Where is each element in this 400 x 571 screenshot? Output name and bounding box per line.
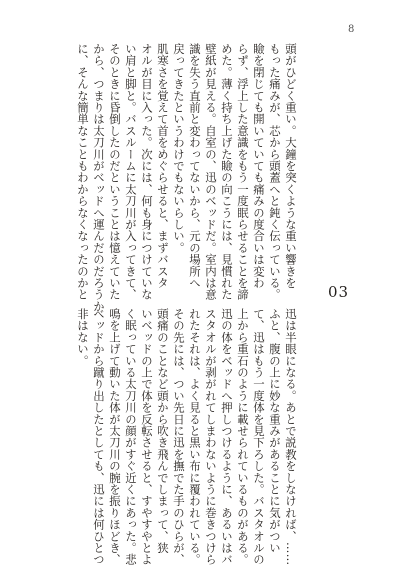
section-mark: 03 (328, 283, 350, 301)
text-line: オルが目に入った。次には、何も身につけていな (140, 43, 154, 301)
page-number: 8 (348, 24, 355, 35)
text-line: て、迅はもう一度体を見下ろした。バスタオルの (252, 308, 266, 566)
text-line: 頭がひどく重い。大鐘を突くような重い響きを (284, 43, 298, 289)
lower-text-block (75, 308, 299, 566)
text-line: 戻ってきたというわけでもないらしい。 (172, 43, 186, 254)
text-line: その先には、つい先日に迅を撫でた手のひらが、 (172, 308, 186, 566)
text-line: 迅の体をベッドへ押しつけるように、あるいはバ (220, 308, 234, 566)
text-line: 上から重石のように載せられているものがある。 (236, 308, 250, 566)
text-line: 非はない。 (76, 308, 90, 367)
text-line: めた。薄く持ち上げた瞼の向こうには、見慣れた (220, 43, 234, 301)
text-line: 識を失う直前と変わってないから、元の場所へ (188, 43, 202, 289)
text-line: 頭痛のことなど頭から吹き飛んでしまって、狭 (156, 308, 170, 554)
text-line: 瞼を閉じても開いていても痛みの度合いは変わ (252, 43, 266, 289)
text-line: ベッドから蹴り出したとしても、迅には何ひとつ (92, 308, 106, 566)
text-line: 迅は半眼になる。あとで説教をしなければ、…… (284, 308, 298, 566)
text-line: らず、浮上した意識をもう一度眠らせることを諦 (236, 43, 250, 301)
upper-text-block (75, 43, 299, 313)
text-line: に、そんな簡単なこともわからなくなったのかと (76, 43, 90, 301)
text-line: 鳴を上げて動いた体が太刀川の腕を振りほどき、 (108, 308, 122, 566)
text-line: く眠っている太刀川の顔がすぐ近くにあった。悲 (124, 308, 138, 566)
text-line: 肌寒さを覚えて首をめぐらせると、まずバスタ (156, 43, 170, 289)
text-line: ふと、腹の上に妙な重みがあることに気がつい (268, 308, 282, 554)
text-line: れたそれは、よく見ると黒い布に覆われている。 (188, 308, 202, 566)
text-line: 壁紙が見える。自室の、迅のベッドだ。室内は意 (204, 43, 218, 301)
text-line: そのときに昏倒したのだということは憶えていた (108, 43, 122, 301)
text-line: から、つまりは太刀川がベッドへ運んだのだろうか (92, 43, 106, 313)
text-line: いベッドの上で体を反転させると、すやすやとよ (140, 308, 154, 566)
text-line: スタオルが剥がれてしまわないように巻きつけら (204, 308, 218, 566)
text-line: もった痛みが、芯から頭蓋へと鈍く伝っている。 (268, 43, 282, 301)
text-line: い肩と脚と。バスルームに太刀川が入ってきて、 (124, 43, 138, 301)
